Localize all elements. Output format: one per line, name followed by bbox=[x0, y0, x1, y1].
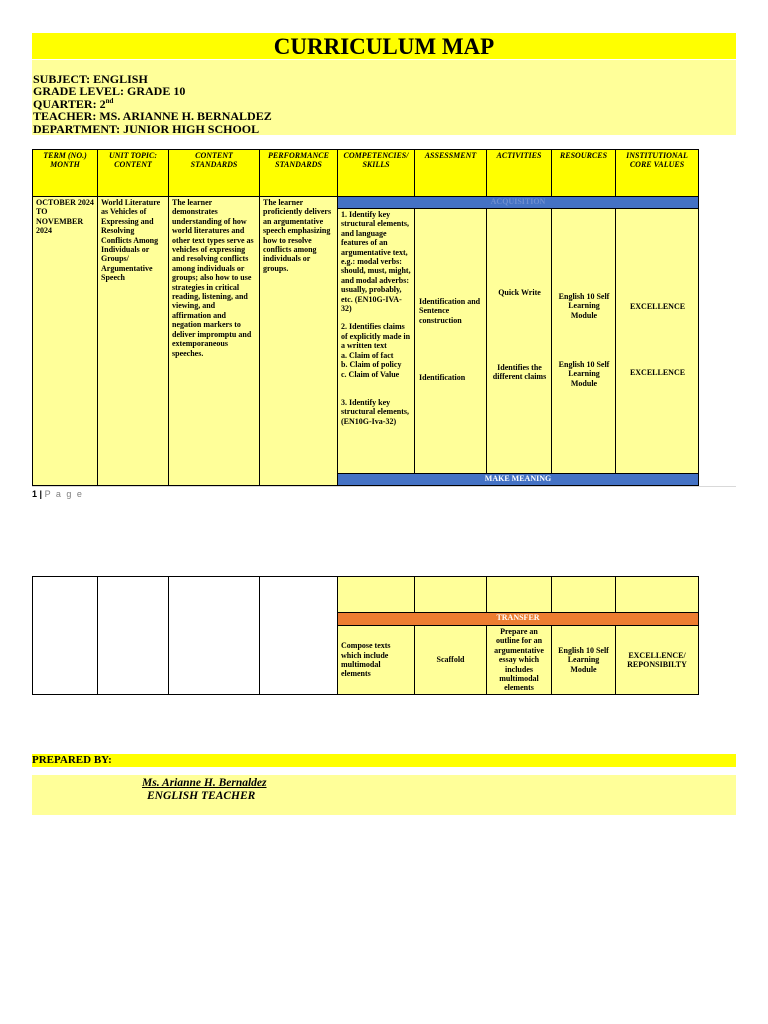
competency-1: 1. Identify key structural elements, and language features of an argumentative text, e.g.: modal verbs: should, must, might, and modal adverbs: usually, probably, etc. (EN10G-IVA-32) bbox=[341, 210, 411, 314]
competency-2a: a. Claim of fact bbox=[341, 350, 394, 360]
empty-assessment-cell bbox=[415, 577, 487, 613]
curriculum-table-continued bbox=[32, 576, 699, 695]
page-word: P a g e bbox=[44, 489, 84, 499]
empty-competency-cell bbox=[338, 577, 415, 613]
empty-term-cell bbox=[33, 577, 98, 695]
empty-resources-cell bbox=[552, 577, 616, 613]
subject-line: SUBJECT: ENGLISH bbox=[33, 72, 148, 86]
assessment-1: Identification and Sentence construction bbox=[419, 297, 481, 325]
competency-2c: c. Claim of Value bbox=[341, 369, 400, 379]
header-competencies: COMPETENCIES/ SKILLS bbox=[338, 150, 415, 197]
header-activities: ACTIVITIES bbox=[487, 150, 552, 197]
empty-unit-cell bbox=[98, 577, 169, 695]
page-number: 1 bbox=[32, 489, 38, 499]
transfer-assessment-cell: Scaffold bbox=[415, 626, 487, 695]
signature-block bbox=[32, 775, 736, 815]
header-values: INSTITUTIONAL CORE VALUES bbox=[616, 150, 699, 197]
content-standard-cell: The learner demonstrates understanding of how world literatures and other text types serve as vehicles of expressing and resolving conflicts among individuals or groups; also how to use strategies in critical reading, listening, and viewing, and affirmation and negation markers to deliver impromptu and extemporaneous speeches. bbox=[169, 197, 260, 486]
competency-cell bbox=[338, 209, 415, 474]
empty-performance-cell bbox=[260, 577, 338, 695]
page-separator: | bbox=[39, 489, 43, 499]
unit-cell: World Literature as Vehicles of Expressing and Resolving Conflicts Among Individuals or Groups/ Argumentative Speech bbox=[98, 197, 169, 486]
empty-activities-cell bbox=[487, 577, 552, 613]
activity-2: Identifies the different claims bbox=[492, 363, 547, 382]
activities-cell bbox=[487, 209, 552, 474]
header-unit: UNIT TOPIC: CONTENT bbox=[98, 150, 169, 197]
transfer-activity-cell: Prepare an outline for an argumentative essay which includes multimodal elements bbox=[487, 626, 552, 695]
prepared-by-label: PREPARED BY: bbox=[32, 754, 736, 767]
competency-2: 2. Identifies claims of explicitly made in a written text bbox=[341, 322, 411, 351]
grade-line: GRADE LEVEL: GRADE 10 bbox=[33, 84, 186, 99]
transfer-competency-cell: Compose texts which include multimodal elements bbox=[338, 626, 415, 695]
resource-2: English 10 Self Learning Module bbox=[558, 360, 610, 388]
assessment-2: Identification bbox=[419, 373, 466, 382]
header-resources: RESOURCES bbox=[552, 150, 616, 197]
transfer-resource-cell: English 10 Self Learning Module bbox=[552, 626, 616, 695]
value-2: EXCELLENCE bbox=[629, 368, 686, 377]
header-assessment: ASSESSMENT bbox=[415, 150, 487, 197]
activity-1: Quick Write bbox=[498, 288, 541, 297]
values-cell bbox=[616, 209, 699, 474]
acquisition-band: ACQUISITION bbox=[338, 197, 699, 209]
transfer-values-cell: EXCELLENCE/ REPONSIBILTY bbox=[616, 626, 699, 695]
quarter-sup: nd bbox=[105, 96, 114, 105]
header-content: CONTENT STANDARDS bbox=[169, 150, 260, 197]
header-performance: PERFORMANCE STANDARDS bbox=[260, 150, 338, 197]
teacher-role: ENGLISH TEACHER bbox=[147, 790, 256, 802]
empty-content-cell bbox=[169, 577, 260, 695]
term-cell: OCTOBER 2024 TO NOVEMBER 2024 bbox=[33, 197, 98, 486]
value-1: EXCELLENCE bbox=[629, 302, 686, 311]
teacher-name: Ms. Arianne H. Bernaldez bbox=[142, 777, 267, 789]
assessment-cell bbox=[415, 209, 487, 474]
header-row bbox=[33, 150, 699, 197]
resources-cell bbox=[552, 209, 616, 474]
empty-values-cell bbox=[616, 577, 699, 613]
header-term: TERM (NO.) MONTH bbox=[33, 150, 98, 197]
competency-2b: b. Claim of policy bbox=[341, 360, 402, 370]
department-line: DEPARTMENT: JUNIOR HIGH SCHOOL bbox=[33, 121, 260, 136]
make-meaning-band: MAKE MEANING bbox=[338, 474, 699, 486]
page-title: CURRICULUM MAP bbox=[32, 33, 736, 59]
competency-3: 3. Identify key structural elements, (EN10G-Iva-32) bbox=[341, 397, 409, 426]
curriculum-table bbox=[32, 149, 699, 486]
quarter-text: QUARTER: 2 bbox=[33, 96, 106, 111]
performance-standard-cell: The learner proficiently delivers an argumentative speech emphasizing how to resolve conflicts among individuals or groups. bbox=[260, 197, 338, 486]
info-block bbox=[32, 60, 736, 135]
page-footer bbox=[32, 486, 736, 499]
continued-top-row bbox=[33, 577, 699, 613]
acquisition-row bbox=[33, 197, 699, 209]
transfer-band: TRANSFER bbox=[338, 613, 699, 626]
teacher-line: TEACHER: MS. ARIANNE H. BERNALDEZ bbox=[33, 109, 272, 124]
resource-1: English 10 Self Learning Module bbox=[558, 292, 610, 320]
